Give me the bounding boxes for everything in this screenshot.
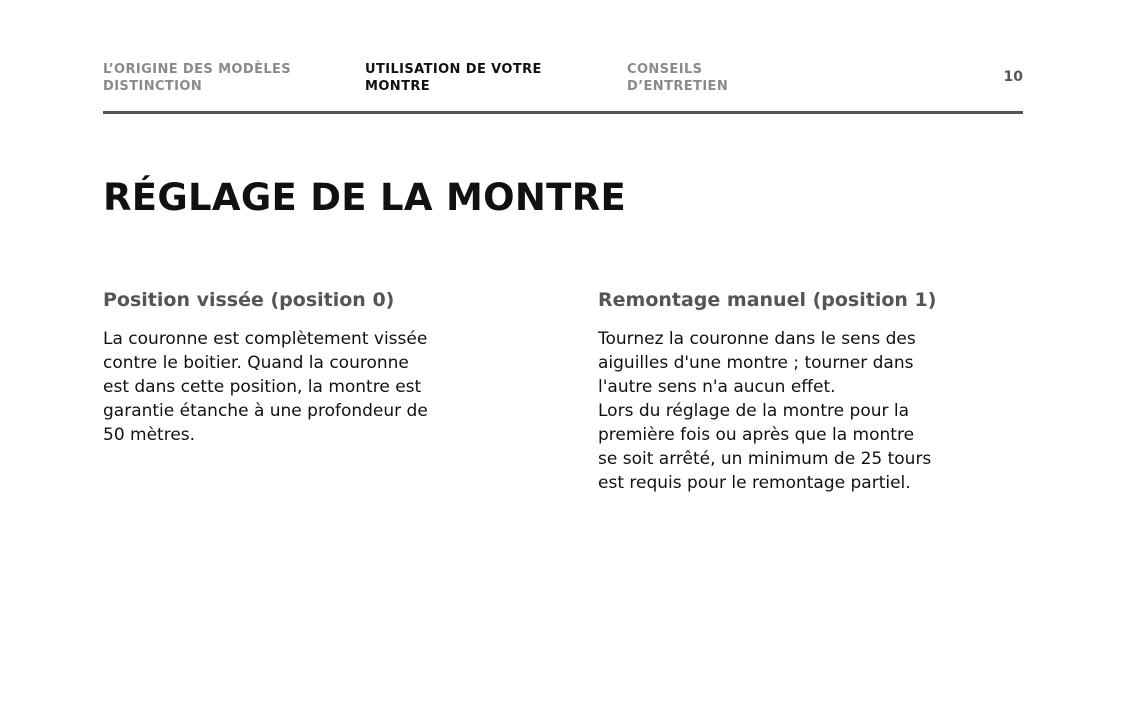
- section-position-vissee: [103, 287, 523, 447]
- section-body: [103, 327, 523, 447]
- nav-item-conseils[interactable]: [627, 61, 728, 95]
- nav-item-label-line: D’ENTRETIEN: [627, 79, 729, 94]
- nav-item-label-line: UTILISATION DE VOTRE: [365, 62, 542, 77]
- body-line: garantie étanche à une profondeur de: [103, 401, 428, 421]
- header-navigation: [103, 61, 1023, 114]
- body-line: se soit arrêté, un minimum de 25 tours: [598, 449, 932, 469]
- body-line: Lors du réglage de la montre pour la: [598, 401, 910, 421]
- section-heading: Remontage manuel (position 1): [598, 289, 937, 311]
- nav-item-label-line: DISTINCTION: [103, 79, 203, 94]
- section-heading: Position vissée (position 0): [103, 289, 395, 311]
- page-number: 10: [1003, 69, 1023, 85]
- body-line: contre le boitier. Quand la couronne: [103, 353, 409, 373]
- nav-item-label-line: CONSEILS: [627, 62, 703, 77]
- body-line: aiguilles d'une montre ; tourner dans: [598, 353, 914, 373]
- section-body: [598, 327, 1018, 495]
- nav-item-origine[interactable]: [103, 61, 291, 95]
- nav-item-label-line: MONTRE: [365, 79, 431, 94]
- nav-item-label-line: L’ORIGINE DES MODÈLES: [103, 62, 292, 77]
- body-line: première fois ou après que la montre: [598, 425, 915, 445]
- nav-item-utilisation[interactable]: [365, 61, 542, 95]
- body-line: Tournez la couronne dans le sens des: [598, 329, 916, 349]
- body-line: La couronne est complètement vissée: [103, 329, 428, 349]
- body-line: est dans cette position, la montre est: [103, 377, 422, 397]
- body-line: l'autre sens n'a aucun effet.: [598, 377, 836, 397]
- body-line: est requis pour le remontage partiel.: [598, 473, 911, 493]
- page-title: RÉGLAGE DE LA MONTRE: [103, 176, 627, 219]
- body-line: 50 mètres.: [103, 425, 196, 445]
- section-remontage-manuel: [598, 287, 1018, 495]
